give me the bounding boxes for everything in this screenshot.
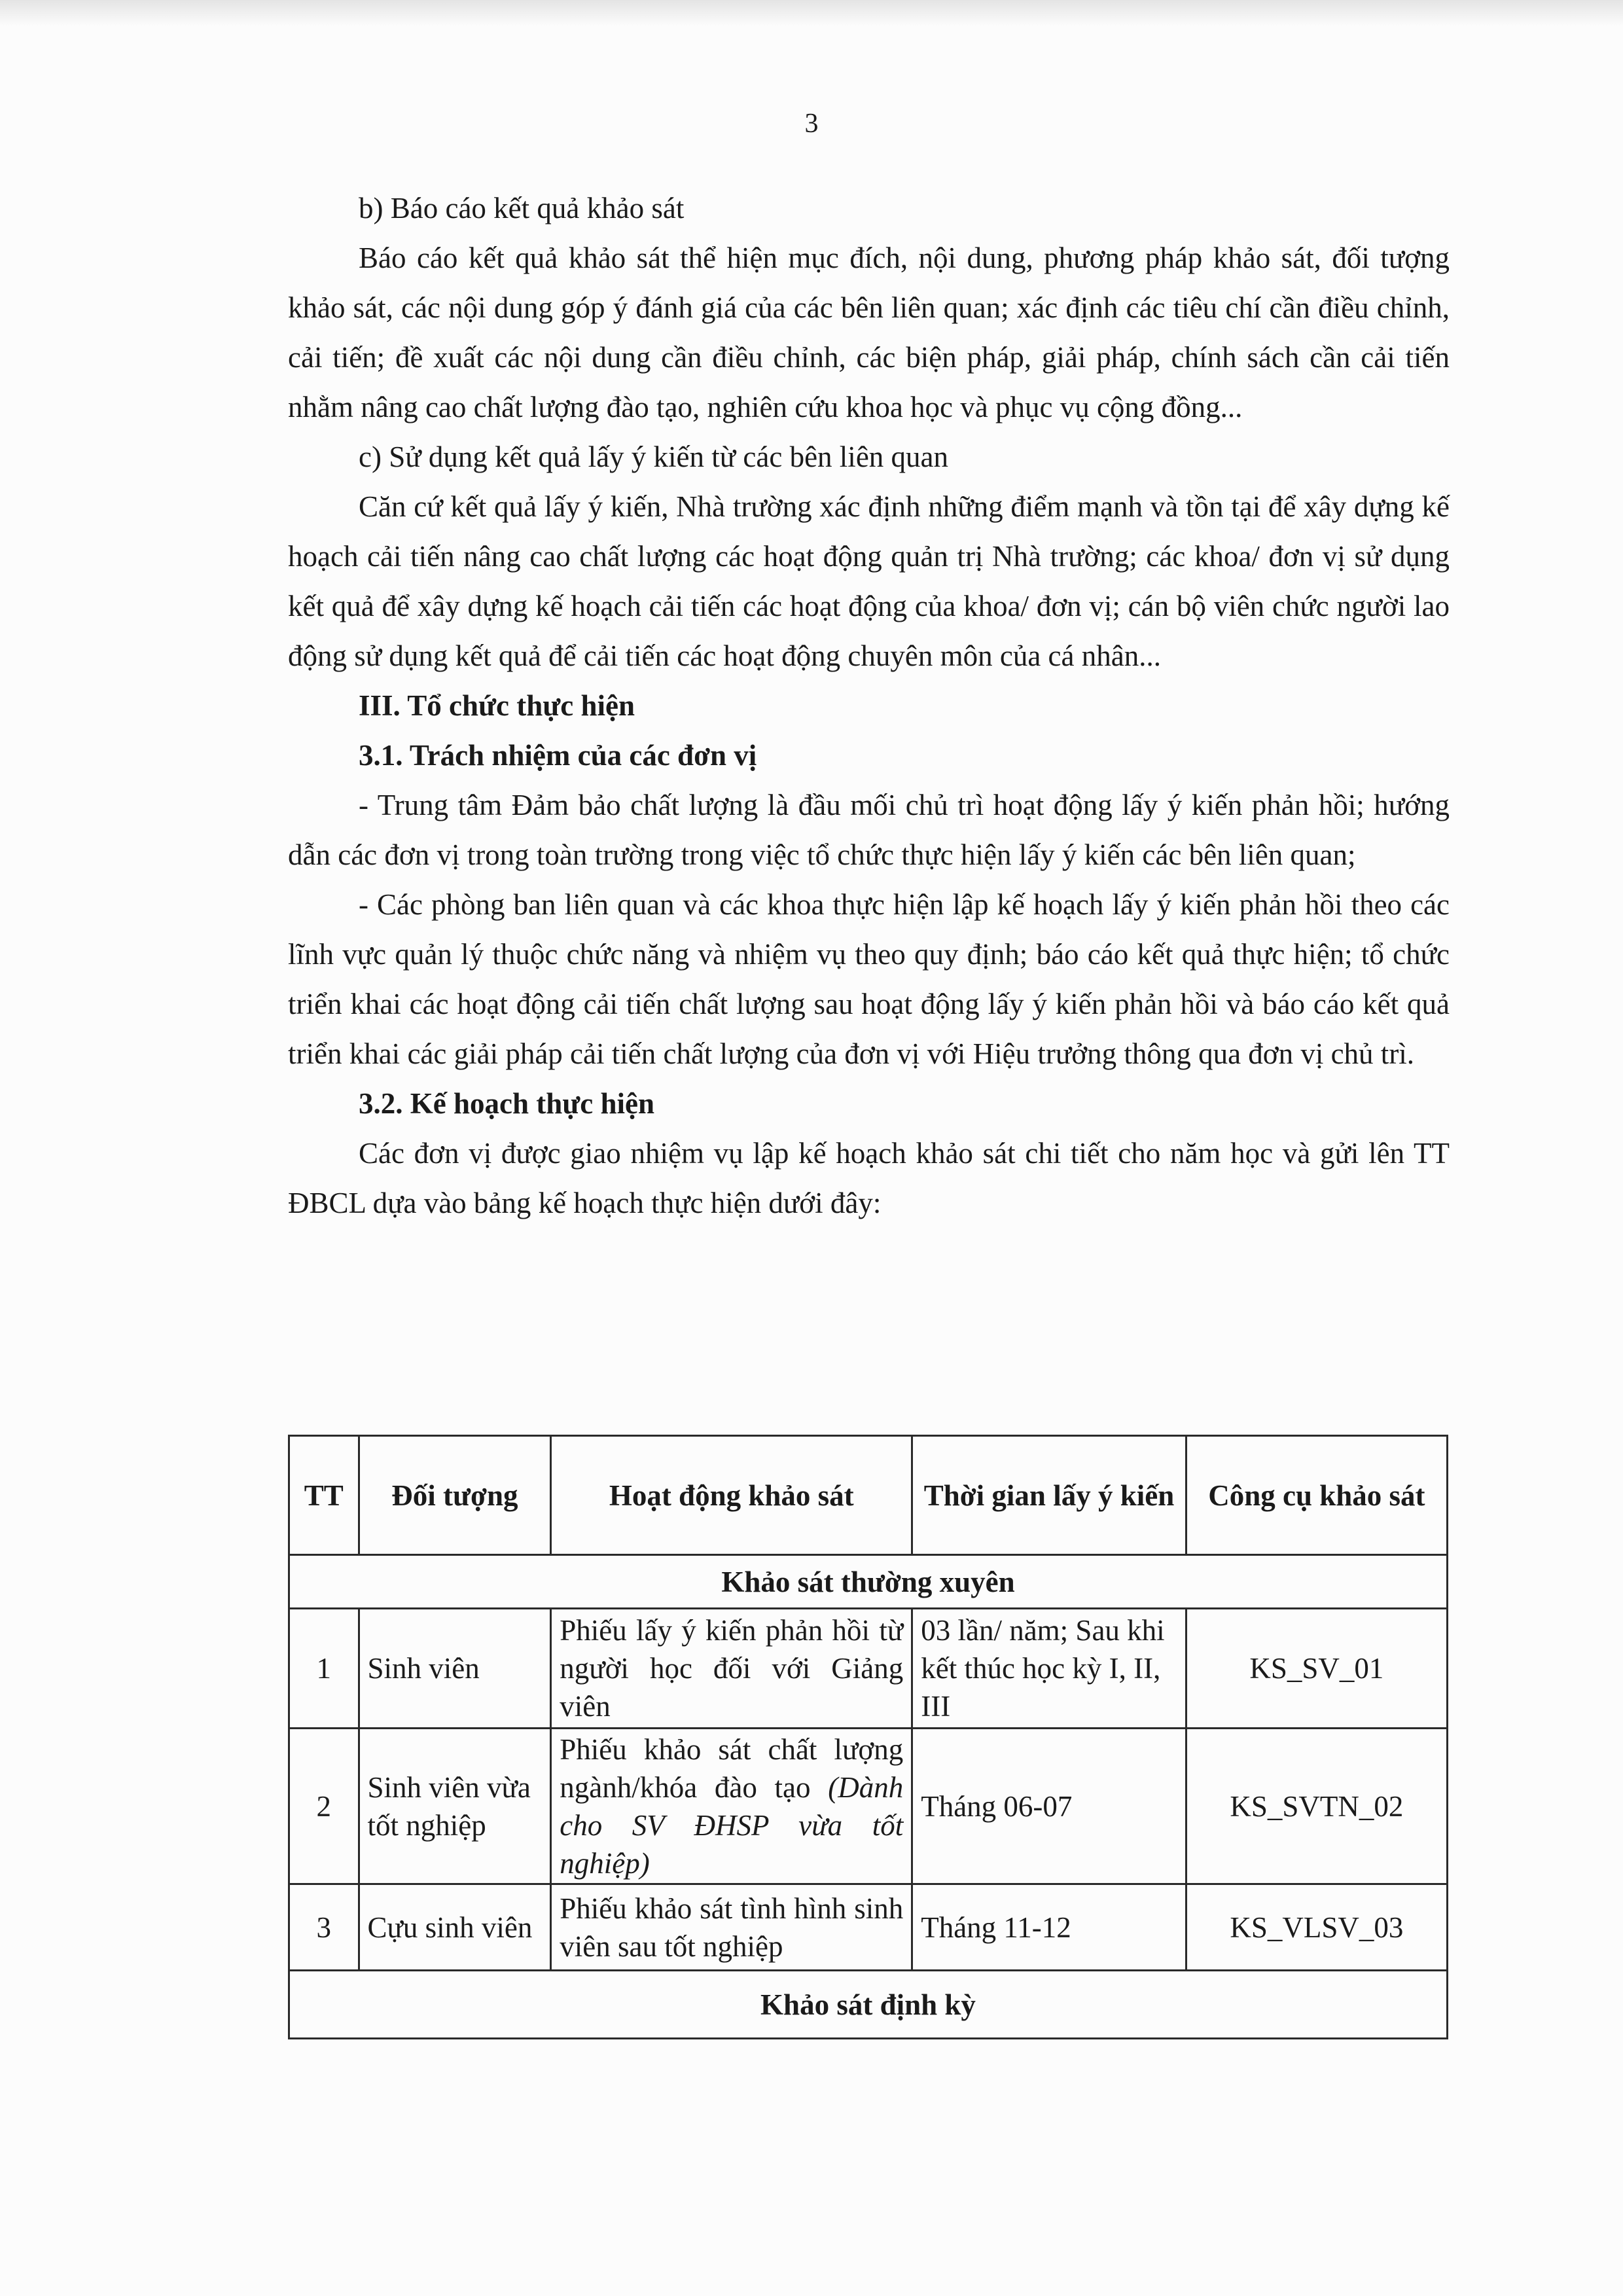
row-doi-tuong: Sinh viên (359, 1609, 551, 1729)
header-hoat-dong: Hoạt động khảo sát (551, 1436, 912, 1555)
section-regular-survey: Khảo sát thường xuyên (289, 1555, 1448, 1609)
subheading-c: c) Sử dụng kết quả lấy ý kiến từ các bên liên quan (359, 440, 949, 473)
row-thoi-gian: Tháng 11-12 (912, 1884, 1186, 1971)
table-row (289, 1729, 1448, 1884)
header-thoi-gian: Thời gian lấy ý kiến (912, 1436, 1186, 1555)
paragraph-departments-responsibility: - Các phòng ban liên quan và các khoa thực hiện lập kế hoạch lấy ý kiến phản hồi theo các lĩnh vực quản lý thuộc chức năng và nhiệm vụ theo quy định; báo cáo kết quả thực hiện; tổ chức triển khai các hoạt động cải tiến chất lượng sau hoạt động lấy ý kiến phản hồi và báo cáo kết quả triển khai các giải pháp cải tiến chất lượng của đơn vị với Hiệu trưởng thông qua đơn vị chủ trì. (288, 888, 1450, 1070)
header-tt: TT (289, 1436, 359, 1555)
section-heading-3-2: 3.2. Kế hoạch thực hiện (359, 1087, 655, 1120)
row-cong-cu: KS_VLSV_03 (1186, 1884, 1447, 1971)
row-thoi-gian: 03 lần/ năm; Sau khi kết thúc học kỳ I, II, III (912, 1609, 1186, 1729)
subheading-b: b) Báo cáo kết quả khảo sát (359, 192, 685, 224)
paragraph-report: Báo cáo kết quả khảo sát thể hiện mục đích, nội dung, phương pháp khảo sát, đối tượng khảo sát, các nội dung góp ý đánh giá của các bên liên quan; xác định các tiêu chí cần điều chỉnh, cải tiến; đề xuất các nội dung cần điều chỉnh, các biện pháp, giải pháp, chính sách cần cải tiến nhằm nâng cao chất lượng đào tạo, nghiên cứu khoa học và phục vụ cộng đồng... (288, 242, 1450, 423)
section-periodic-survey: Khảo sát định kỳ (289, 1971, 1448, 2039)
row-tt: 3 (289, 1884, 359, 1971)
paragraph-usage: Căn cứ kết quả lấy ý kiến, Nhà trường xác định những điểm mạnh và tồn tại để xây dựng kế hoạch cải tiến nâng cao chất lượng các hoạt động quản trị Nhà trường; các khoa/ đơn vị sử dụng kết quả để xây dựng kế hoạch cải tiến các hoạt động của khoa/ đơn vị; cán bộ viên chức người lao động sử dụng kết quả để cải tiến các hoạt động chuyên môn của cá nhân... (288, 490, 1450, 672)
row-tt: 1 (289, 1609, 359, 1729)
document-body (288, 183, 1450, 1228)
row-doi-tuong: Cựu sinh viên (359, 1884, 551, 1971)
row-hoat-dong: Phiếu khảo sát tình hình sinh viên sau tốt nghiệp (551, 1884, 912, 1971)
row-cong-cu: KS_SVTN_02 (1186, 1729, 1447, 1884)
row-thoi-gian: Tháng 06-07 (912, 1729, 1186, 1884)
row-hoat-dong-note: (Dành cho SV ĐHSP vừa tốt nghiệp) (560, 1770, 904, 1880)
row-hoat-dong-text: Phiếu khảo sát chất lượng ngành/khóa đào tạo (560, 1732, 904, 1804)
table-row (289, 1609, 1448, 1729)
survey-plan-table (288, 1435, 1448, 2039)
page-number: 3 (804, 109, 819, 139)
row-doi-tuong: Sinh viên vừa tốt nghiệp (359, 1729, 551, 1884)
paragraph-center-responsibility: - Trung tâm Đảm bảo chất lượng là đầu mối chủ trì hoạt động lấy ý kiến phản hồi; hướng dẫn các đơn vị trong toàn trường trong việc tổ chức thực hiện lấy ý kiến các bên liên quan; (288, 789, 1450, 871)
table-section-row (289, 1555, 1448, 1609)
table-section-row (289, 1971, 1448, 2039)
header-doi-tuong: Đối tượng (359, 1436, 551, 1555)
table-header-row (289, 1436, 1448, 1555)
section-heading-iii: III. Tổ chức thực hiện (359, 689, 635, 722)
row-cong-cu: KS_SV_01 (1186, 1609, 1447, 1729)
header-cong-cu: Công cụ khảo sát (1186, 1436, 1447, 1555)
paragraph-plan-intro: Các đơn vị được giao nhiệm vụ lập kế hoạch khảo sát chi tiết cho năm học và gửi lên TT ĐBCL dựa vào bảng kế hoạch thực hiện dưới đây: (288, 1137, 1450, 1219)
row-hoat-dong (551, 1729, 912, 1884)
scan-shadow (0, 0, 1623, 26)
row-tt: 2 (289, 1729, 359, 1884)
row-hoat-dong: Phiếu lấy ý kiến phản hồi từ người học đối với Giảng viên (551, 1609, 912, 1729)
section-heading-3-1: 3.1. Trách nhiệm của các đơn vị (359, 739, 757, 772)
table-row (289, 1884, 1448, 1971)
